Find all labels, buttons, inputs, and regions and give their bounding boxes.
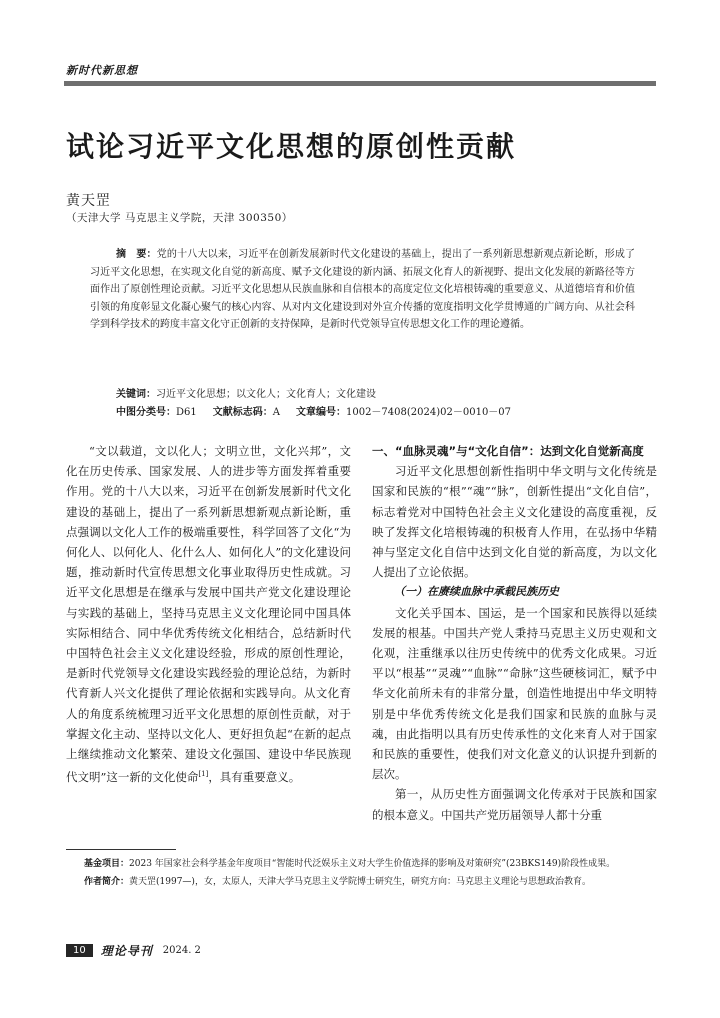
fund-label: 基金项目： <box>84 859 130 869</box>
article-title: 试论习近平文化思想的原创性贡献 <box>66 130 517 163</box>
doc-code-value: A <box>272 407 280 418</box>
subsection-1-heading: （一）在赓续血脉中承载民族历史 <box>394 585 559 599</box>
intro-text: “文以载道，文以化人；文明立世，文化兴邦”，文化在历史传承、国家发展、人的进步等方面发挥着重要作用。党的十八大以来，习近平在创新发展新时代文化建设的基础上，提出了一系列新思想新观点新论断，重点强调以文化人工作的极端重要性，科学回答了文化“为何化人、以何化人、化什么人、如何化人”的文化建设问题，推动新时代宣传思想文化事业取得历史性成就。习近平文化思想是在继承与发展中国共产党文化建设理论与实践的基础上，坚持马克思主义文化理论同中国具体实际相结合、同中华优秀传统文化相结合，总结新时代中国特色社会主义文化建设经验，形成的原创性理论，是新时代党领导文化建设实践经验的理论总结，为新时代育新人兴文化提供了理论依据和实践导向。从文化育人的角度系统梳理习近平文化思想的原创性贡献，对于掌握文化主动、坚持以文化人、更好担负起“在新的起点上继续推动文化繁荣、建设文化强国、建设中华民族现代文明”这一新的文化使命 <box>66 444 351 785</box>
author-affiliation: （天津大学 马克思主义学院，天津 300350） <box>66 212 293 224</box>
fund-note <box>66 856 656 872</box>
body-left-column <box>66 441 351 787</box>
keywords-text: 习近平文化思想；以文化人；文化育人；文化建设 <box>156 389 376 400</box>
journal-name: 理论导刊 <box>100 943 153 958</box>
subsection-1-paragraph: 文化关乎国本、国运，是一个国家和民族得以延续发展的根基。中国共产党人秉持马克思主义历史观和文化观，注重继承以往历史传统中的优秀文化成果。习近平以“根基”“灵魂”“血脉”“命脉”这些硬核词汇，赋予中华文化前所未有的非常分量，创造性地提出中华文明特别是中华优秀传统文化是我们国家和民族的血脉与灵魂，由此指明以具有历史传承性的文化来育人对于国家和民族的重要性，使我们对文化意义的认识提升到新的层次。 <box>372 605 657 782</box>
keywords-label: 关键词： <box>116 389 156 400</box>
abstract-label: 摘 要： <box>116 249 157 260</box>
fund-text: 2023 年国家社会科学基金年度项目“智能时代泛娱乐主义对大学生价值选择的影响及对策研究”(23BKS149)阶段性成果。 <box>129 859 616 869</box>
abstract-text: 党的十八大以来，习近平在创新发展新时代文化建设的基础上，提出了一系列新思想新观点新论断，形成了习近平文化思想，在实现文化自觉的新高度、赋予文化建设的新内涵、拓展文化育人的新视野、提出文化发展的新路径等方面作出了原创性理论贡献。习近平文化思想从民族血脉和自信根本的高度定位文化培根铸魂的重要意义、从道德培育和价值引领的角度彰显文化凝心聚气的核心内容、从对内文化建设到对外宣介传播的宽度指明文化学贯博通的广阔方向、从社会科学到科学技术的跨度丰富文化守正创新的支持保障，是新时代党领导宣传思想文化工作的理论遵循。 <box>90 249 636 331</box>
author-bio-note <box>66 874 656 890</box>
keywords <box>116 385 636 405</box>
article-no-value: 1002－7408(2024)02－0010－07 <box>345 407 512 418</box>
classification-meta <box>116 403 636 423</box>
footnote-rule <box>66 849 176 850</box>
section-1-paragraph: 习近平文化思想创新性指明中华文明与文化传统是国家和民族的“根”“魂”“脉”，创新性提出“文化自信”，标志着党对中国特色社会主义文化建设的高度重视，反映了发挥文化培根铸魂的积极育人作用，在弘扬中华精神与坚定文化自信中达到文化自觉的新高度，为以文化人提出了立论依据。 <box>372 464 657 580</box>
clc-label: 中图分类号： <box>116 407 176 418</box>
bio-text: 黄天罡(1997—)，女，太原人，天津大学马克思主义学院博士研究生，研究方向：马克思主义理论与思想政治教育。 <box>129 877 591 887</box>
body-right-column <box>372 441 657 825</box>
doc-code-label: 文献标志码： <box>212 407 273 418</box>
abstract <box>90 246 635 334</box>
subsection-1-paragraph-2: 第一，从历史性方面强调文化传承对于民族和国家的根本意义。中国共产党历届领导人都十分重 <box>372 787 657 822</box>
page-number: 10 <box>66 944 93 957</box>
footnotes <box>66 856 656 892</box>
intro-tail: ，具有重要意义。 <box>208 770 301 785</box>
article-no-label: 文章编号： <box>295 407 346 418</box>
running-header: 新时代新思想 <box>66 64 138 77</box>
journal-issue: 2024. 2 <box>162 944 201 956</box>
author-name: 黄天罡 <box>66 193 111 209</box>
bio-label: 作者简介： <box>84 877 130 887</box>
section-1-heading: 一、“血脉灵魂”与“文化自信”：达到文化自觉新高度 <box>372 444 644 458</box>
intro-paragraph <box>66 441 351 787</box>
clc-value: D61 <box>176 407 197 418</box>
reference-marker[interactable]: [1] <box>198 770 209 779</box>
header-rule <box>64 81 656 86</box>
page-footer <box>66 940 201 960</box>
